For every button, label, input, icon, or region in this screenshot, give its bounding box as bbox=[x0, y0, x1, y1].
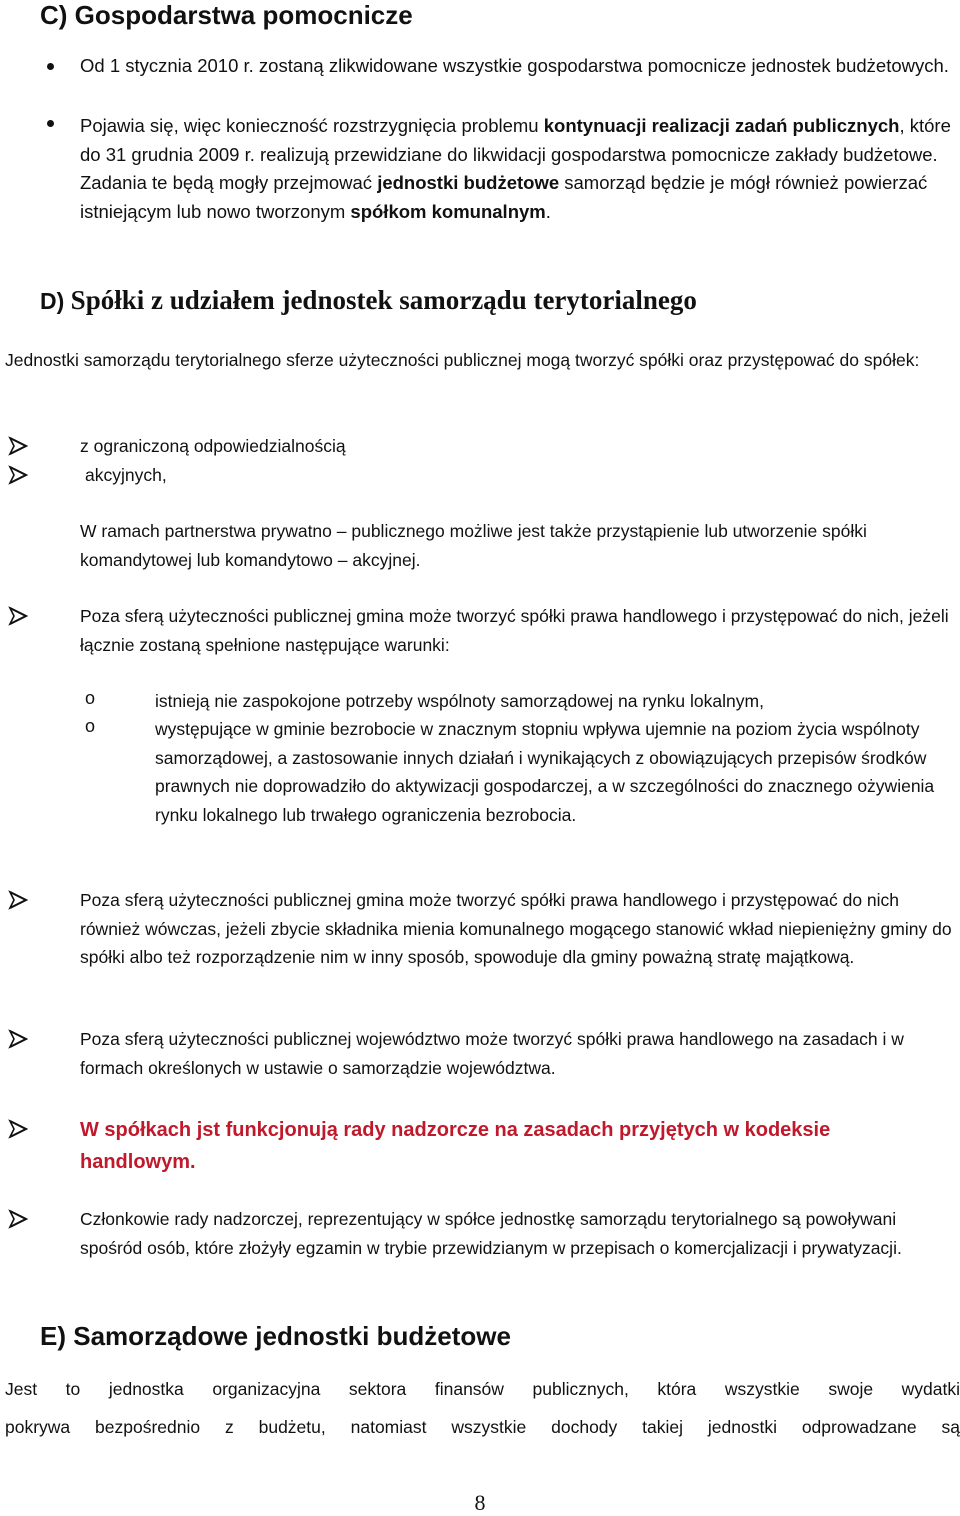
condition-2: występujące w gminie bezrobocie w znacznym stopniu wpływa ujemnie na poziom życia wspólnoty samorządowej, a zastosowanie innych działań i wynikających z obowiązujących przepisów środków prawnych nie doprowadziło do aktywizacji gospodarczej, a w szczególności do znacznego ożywienia rynku lokalnego lub trwałego ograniczenia bezrobocia. bbox=[155, 719, 935, 825]
arrowhead-bullet-icon bbox=[8, 465, 28, 485]
supervisory-board-note: W spółkach jst funkcjonują rady nadzorcze na zasadach przyjętych w kodeksie handlowym. bbox=[80, 1119, 831, 1173]
section-e-line-1: Jest to jednostka organizacyjna sektora finansów publicznych, która wszystkie swoje wydatki bbox=[5, 1379, 960, 1399]
board-members-item: Członkowie rady nadzorczej, reprezentujący w spółce jednostkę samorządu terytorialnego są powoływani spośród osób, które złożyły egzamin w trybie przewidzianym w przepisach o komercjalizacji i prywatyzacji. bbox=[80, 1209, 902, 1258]
condition-1: istnieją nie zaspokojone potrzeby wspólnoty samorządowej na rynku lokalnym, bbox=[155, 691, 764, 711]
condition-item-1: Poza sferą użyteczności publicznej gmina może tworzyć spółki prawa handlowego i przystępować do nich, jeżeli łącznie zostaną spełnione następujące warunki: bbox=[80, 606, 949, 655]
arrowhead-bullet-icon bbox=[8, 1029, 28, 1049]
arrowhead-bullet-icon bbox=[8, 1209, 28, 1229]
voivodeship-item: Poza sferą użyteczności publicznej województwo może tworzyć spółki prawa handlowego na zasadach i w formach określonych w ustawie o samorządzie województwa. bbox=[80, 1029, 904, 1078]
ppp-paragraph: W ramach partnerstwa prywatno – publicznego możliwe jest także przystąpienie lub utworzenie spółki komandytowej lub komandytowo – akcyjnej. bbox=[80, 521, 867, 570]
disc-bullet-icon bbox=[47, 63, 54, 70]
arrowhead-bullet-icon bbox=[8, 436, 28, 456]
section-c-heading: C) Gospodarstwa pomocnicze bbox=[40, 0, 413, 30]
page-number: 8 bbox=[474, 1490, 486, 1515]
intro-paragraph: Jednostki samorządu terytorialnego sferze użyteczności publicznej mogą tworzyć spółki oraz przystępować do spółek: bbox=[5, 350, 920, 370]
condition-item-2: Poza sferą użyteczności publicznej gmina może tworzyć spółki prawa handlowego i przystępować do nich również wówczas, jeżeli zbycie składnika mienia komunalnego mogącego stanowić wkład niepieniężny gminy do spółki albo też rozporządzenie nim w inny sposób, spowoduje dla gminy poważną stratę majątkową. bbox=[80, 890, 952, 967]
arrowhead-bullet-icon bbox=[8, 890, 28, 910]
arrowhead-bullet-icon bbox=[8, 606, 28, 626]
company-type-2: akcyjnych, bbox=[85, 465, 167, 485]
section-d-heading: D) Spółki z udziałem jednostek samorządu terytorialnego bbox=[40, 285, 697, 315]
company-type-1: z ograniczoną odpowiedzialnością bbox=[80, 436, 346, 456]
section-e-heading: E) Samorządowe jednostki budżetowe bbox=[40, 1321, 511, 1351]
bullet-text-2: Pojawia się, więc konieczność rozstrzygnięcia problemu kontynuacji realizacji zadań publicznych, które do 31 grudnia 2009 r. realizują przewidziane do likwidacji gospodarstwa pomocnicze zakłady budżetowe. Zadania te będą mogły przejmować jednostki budżetowe samorząd będzie je mógł również powierzać istniejącym lub nowo tworzonym spółkom komunalnym. bbox=[80, 115, 951, 222]
bullet-text-1: Od 1 stycznia 2010 r. zostaną zlikwidowane wszystkie gospodarstwa pomocnicze jednostek budżetowych. bbox=[80, 55, 949, 76]
section-e-line-2: pokrywa bezpośrednio z budżetu, natomiast wszystkie dochody takiej jednostki odprowadzane są bbox=[5, 1417, 960, 1437]
arrowhead-bullet-icon bbox=[8, 1119, 28, 1139]
circle-bullet-icon: o bbox=[85, 716, 96, 736]
circle-bullet-icon: o bbox=[85, 688, 96, 708]
disc-bullet-icon bbox=[47, 120, 54, 127]
